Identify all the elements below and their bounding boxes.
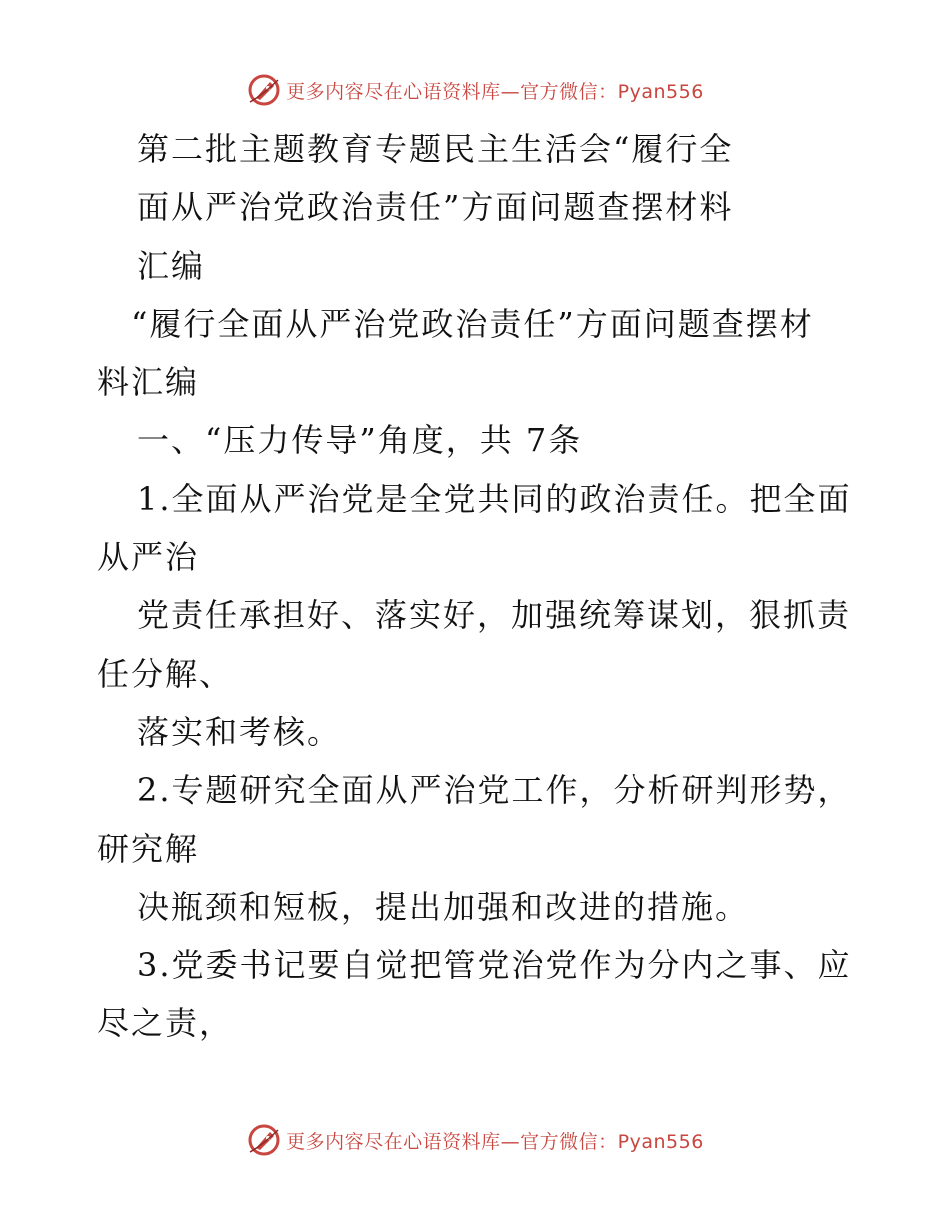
doc-subtitle-line-2: 料汇编 (97, 363, 200, 402)
banner-text: 更多内容尽在心语资料库—官方微信：Pyan556 (286, 1130, 704, 1153)
doc-subtitle-line-1: “履行全面从严治党政治责任”方面问题查摆材 (131, 304, 814, 343)
section-heading: 一、“压力传导”角度，共 7条 (137, 421, 583, 460)
pen-nib-logo-icon (246, 1122, 282, 1158)
header-watermark-banner (0, 70, 950, 110)
paragraph-line: 从严治 (97, 538, 200, 577)
paragraph-line: 3.党委书记要自觉把管党治党作为分内之事、应 (137, 946, 852, 985)
paragraph-line: 研究解 (97, 829, 200, 868)
footer-watermark-banner (0, 1120, 950, 1160)
paragraph-line: 党责任承担好、落实好，加强统筹谋划，狠抓责 (137, 596, 852, 635)
paragraph-line: 决瓶颈和短板，提出加强和改进的措施。 (137, 887, 750, 926)
paragraph-line: 任分解、 (97, 654, 234, 693)
document-body (97, 120, 857, 1053)
paragraph-line: 1.全面从严治党是全党共同的政治责任。把全面 (137, 479, 852, 518)
paragraph-line: 尽之责， (97, 1004, 234, 1043)
banner-text: 更多内容尽在心语资料库—官方微信：Pyan556 (286, 80, 704, 103)
doc-title-line-3: 汇编 (137, 246, 206, 285)
paragraph-line: 落实和考核。 (137, 712, 342, 751)
doc-title-line-1: 第二批主题教育专题民主生活会“履行全 (137, 130, 734, 168)
doc-title-line-2: 面从严治党政治责任”方面问题查摆材料 (137, 188, 734, 227)
paragraph-line: 2.专题研究全面从严治党工作，分析研判形势， (137, 771, 852, 810)
pen-nib-logo-icon (246, 72, 282, 108)
